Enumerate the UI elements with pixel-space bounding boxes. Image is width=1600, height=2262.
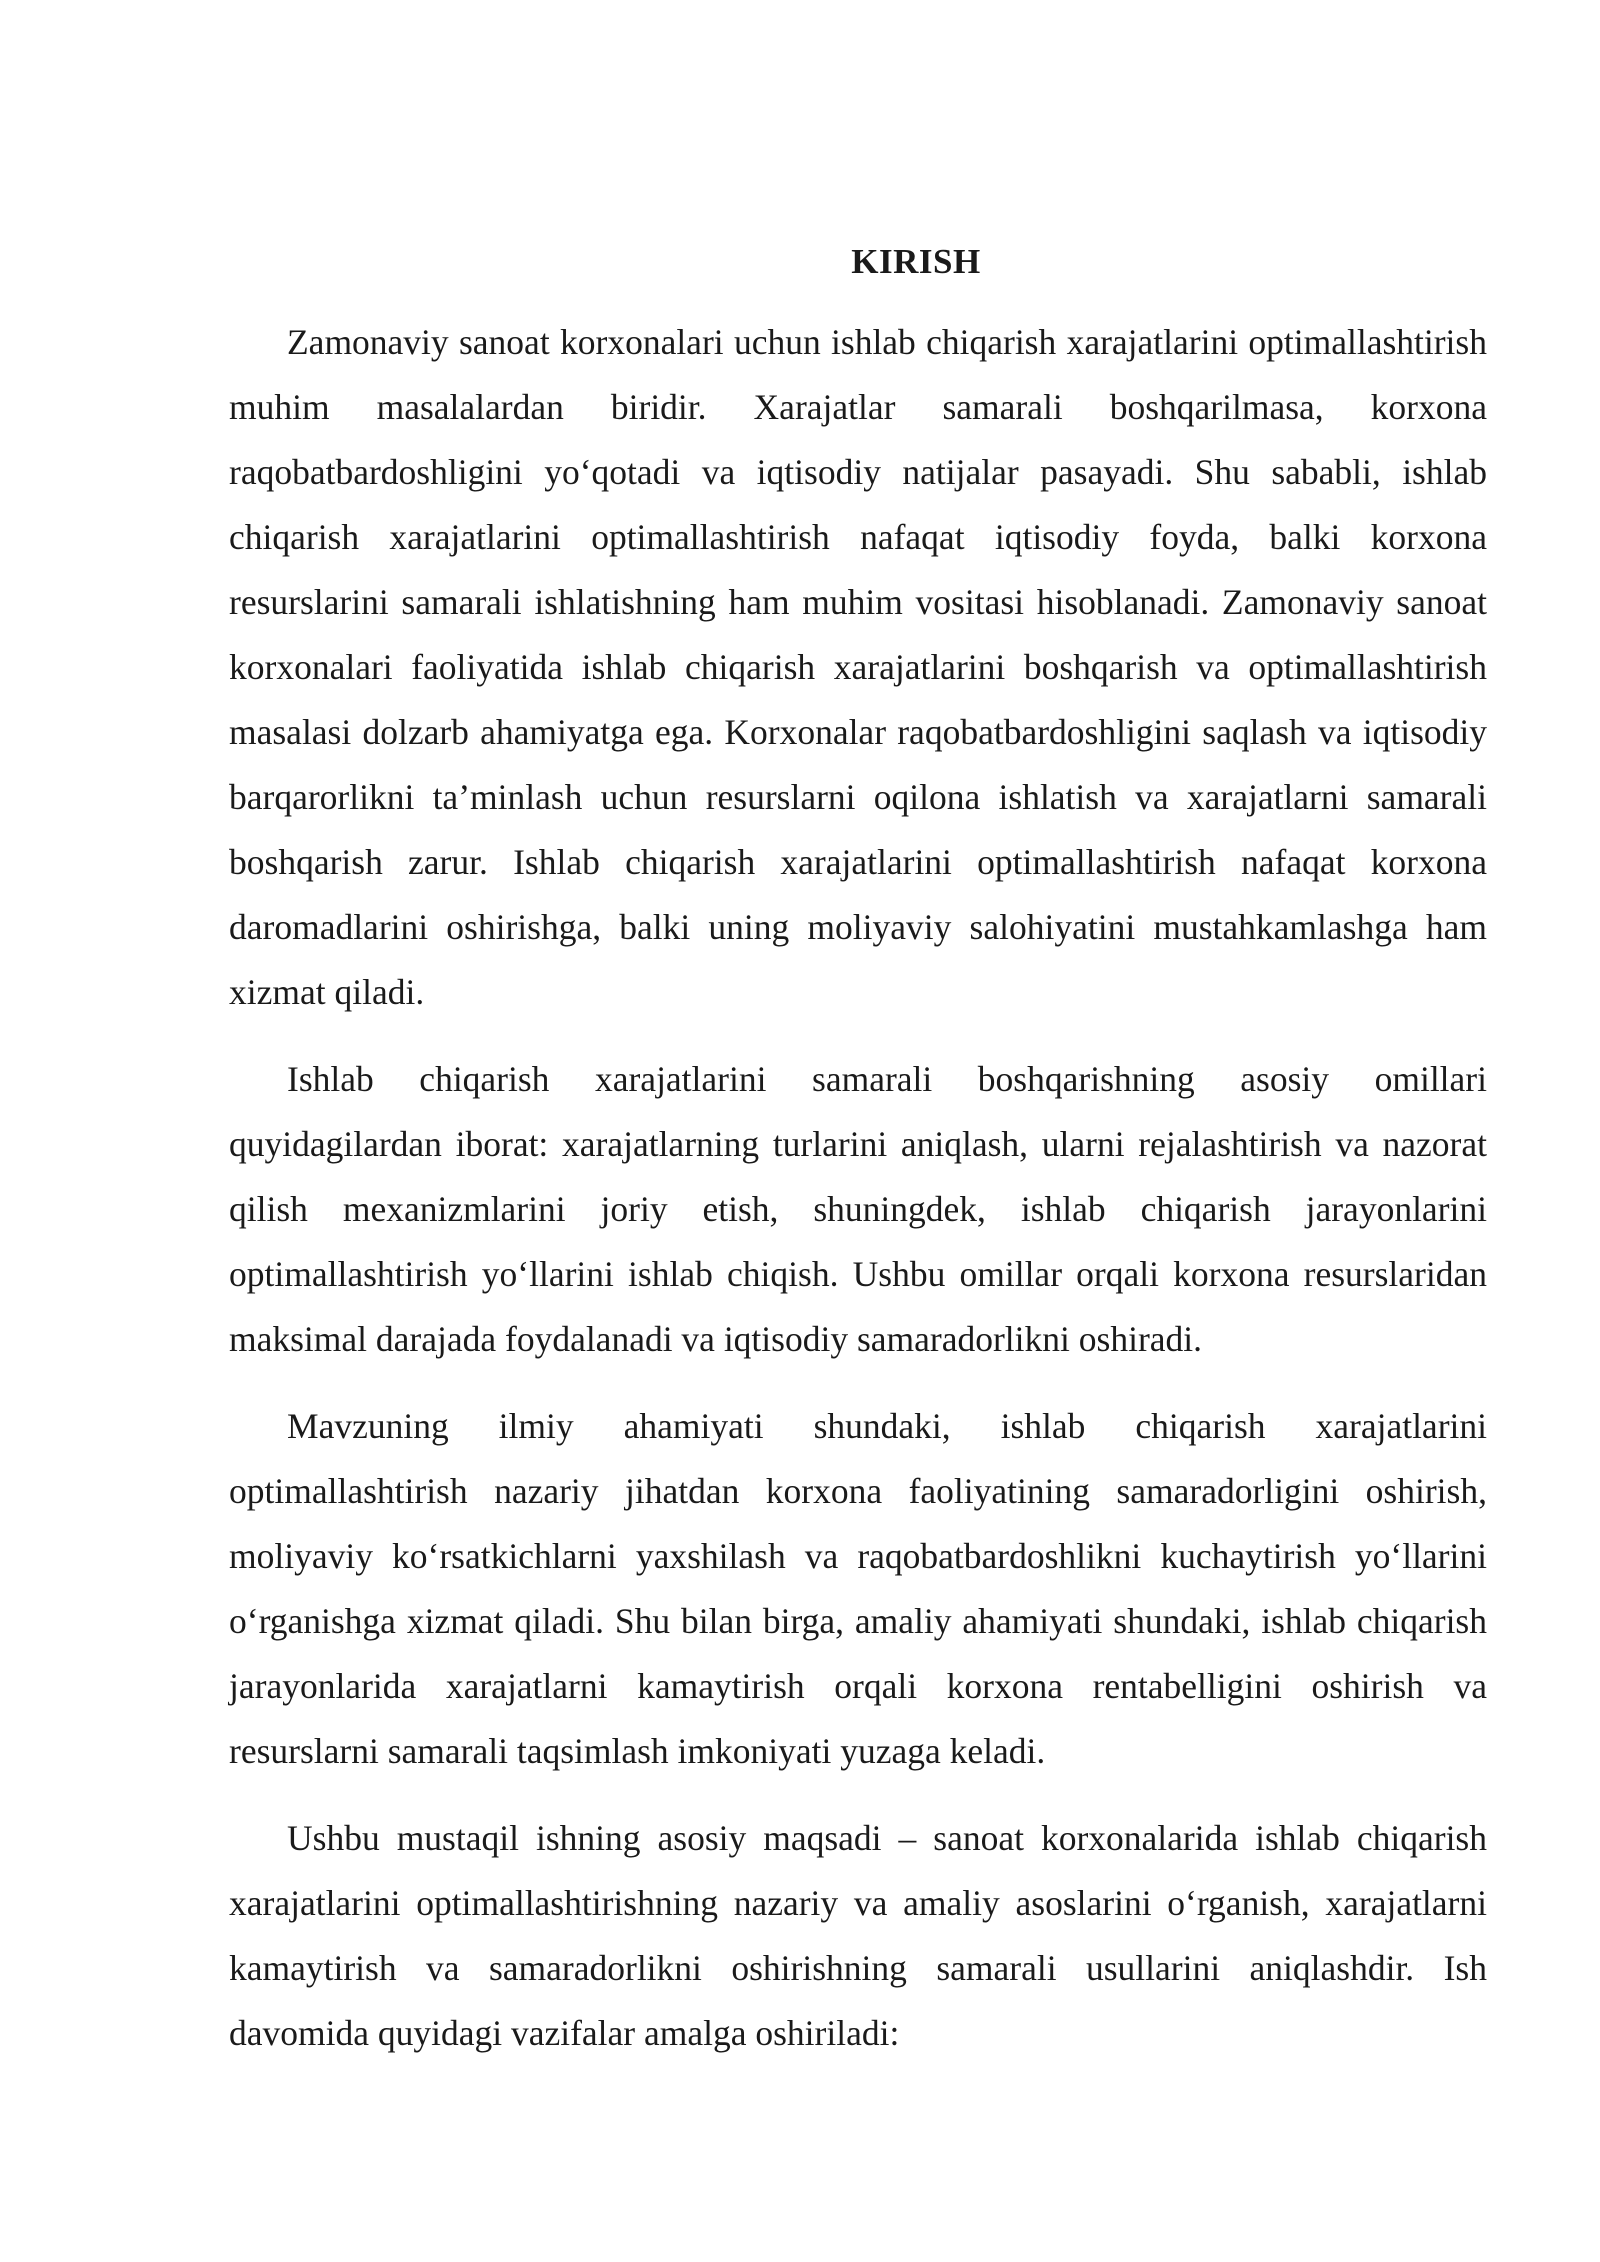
paragraph-2: Ishlab chiqarish xarajatlarini samarali boshqarishning asosiy omillari quyidagilardan iborat: xarajatlarning turlarini aniqlash, ularni rejalashtirish va nazorat qilish mexanizmlarini joriy etish, shuningdek, ishlab chiqarish jarayonlarini optimallashtirish yo‘llarini ishlab chiqish. Ushbu omillar orqali korxona resurslaridan maksimal darajada foydalanadi va iqtisodiy samaradorlikni oshiradi. bbox=[229, 1059, 1487, 1359]
paragraph-4: Ushbu mustaqil ishning asosiy maqsadi – sanoat korxonalarida ishlab chiqarish xarajatlarini optimallashtirishning nazariy va amaliy asoslarini o‘rganish, xarajatlarni kamaytirish va samaradorlikni oshirishning samarali usullarini aniqlashdir. Ish davomida quyidagi vazifalar amalga oshiriladi: bbox=[229, 1818, 1487, 2053]
document-body bbox=[229, 238, 1487, 2066]
section-title: KIRISH bbox=[851, 242, 981, 281]
paragraph-3: Mavzuning ilmiy ahamiyati shundaki, ishlab chiqarish xarajatlarini optimallashtirish nazariy jihatdan korxona faoliyatining samaradorligini oshirish, moliyaviy ko‘rsatkichlarni yaxshilash va raqobatbardoshlikni kuchaytirish yo‘llarini o‘rganishga xizmat qiladi. Shu bilan birga, amaliy ahamiyati shundaki, ishlab chiqarish jarayonlarida xarajatlarni kamaytirish orqali korxona rentabelligini oshirish va resurslarni samarali taqsimlash imkoniyati yuzaga keladi. bbox=[229, 1406, 1487, 1771]
paragraph-1: Zamonaviy sanoat korxonalari uchun ishlab chiqarish xarajatlarini optimallashtirish muhim masalalardan biridir. Xarajatlar samarali boshqarilmasa, korxona raqobatbardoshligini yo‘qotadi va iqtisodiy natijalar pasayadi. Shu sababli, ishlab chiqarish xarajatlarini optimallashtirish nafaqat iqtisodiy foyda, balki korxona resurslarini samarali ishlatishning ham muhim vositasi hisoblanadi. Zamonaviy sanoat korxonalari faoliyatida ishlab chiqarish xarajatlarini boshqarish va optimallashtirish masalasi dolzarb ahamiyatga ega. Korxonalar raqobatbardoshligini saqlash va iqtisodiy barqarorlikni ta’minlash uchun resurslarni oqilona ishlatish va xarajatlarni samarali boshqarish zarur. Ishlab chiqarish xarajatlarini optimallashtirish nafaqat korxona daromadlarini oshirishga, balki uning moliyaviy salohiyatini mustahkamlashga ham xizmat qiladi. bbox=[229, 322, 1487, 1012]
